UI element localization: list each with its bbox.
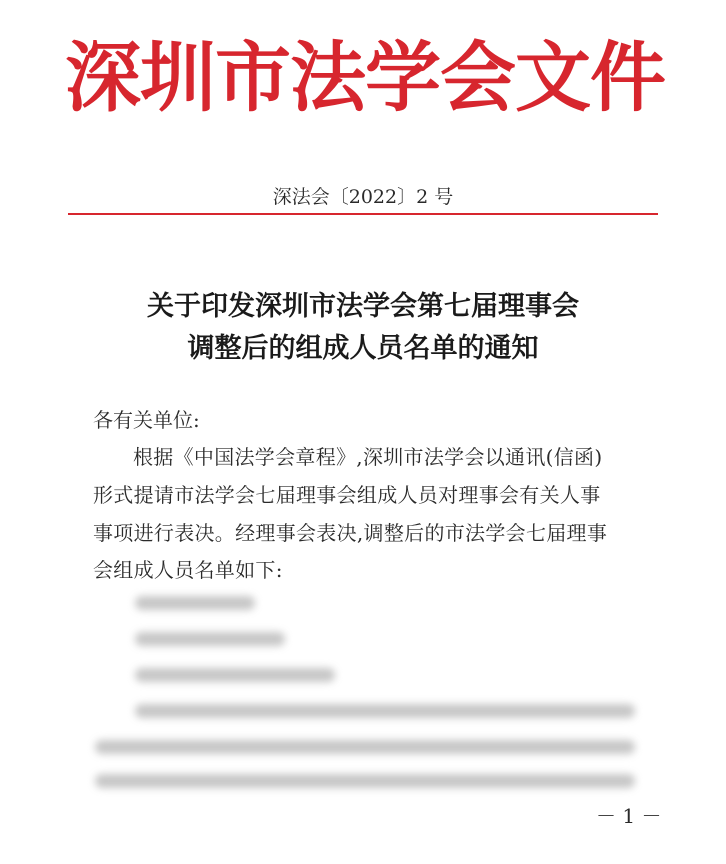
document-number: 深法会〔2022〕2 号 — [272, 186, 454, 208]
notice-title-line-2: 调整后的组成人员名单的通知 — [187, 333, 539, 364]
salutation: 各有关单位: — [93, 408, 200, 432]
paragraph-line: 根据《中国法学会章程》,深圳市法学会以通讯(信函) — [133, 445, 603, 469]
notice-title-line-1: 关于印发深圳市法学会第七届理事会 — [147, 291, 579, 322]
redacted-line — [95, 774, 635, 788]
paragraph-line: 会组成人员名单如下: — [93, 558, 283, 582]
redacted-line — [95, 740, 635, 754]
red-divider-line — [68, 213, 658, 215]
redacted-line — [135, 596, 255, 610]
page-number: － 1 － — [596, 804, 662, 828]
redacted-line — [135, 704, 635, 718]
masthead-title: 深圳市法学会文件 — [65, 33, 665, 122]
paragraph-line: 形式提请市法学会七届理事会组成人员对理事会有关人事 — [93, 483, 601, 507]
redacted-line — [135, 632, 285, 646]
redacted-line — [135, 668, 335, 682]
paragraph-line: 事项进行表决。经理事会表决,调整后的市法学会七届理事 — [93, 521, 608, 545]
